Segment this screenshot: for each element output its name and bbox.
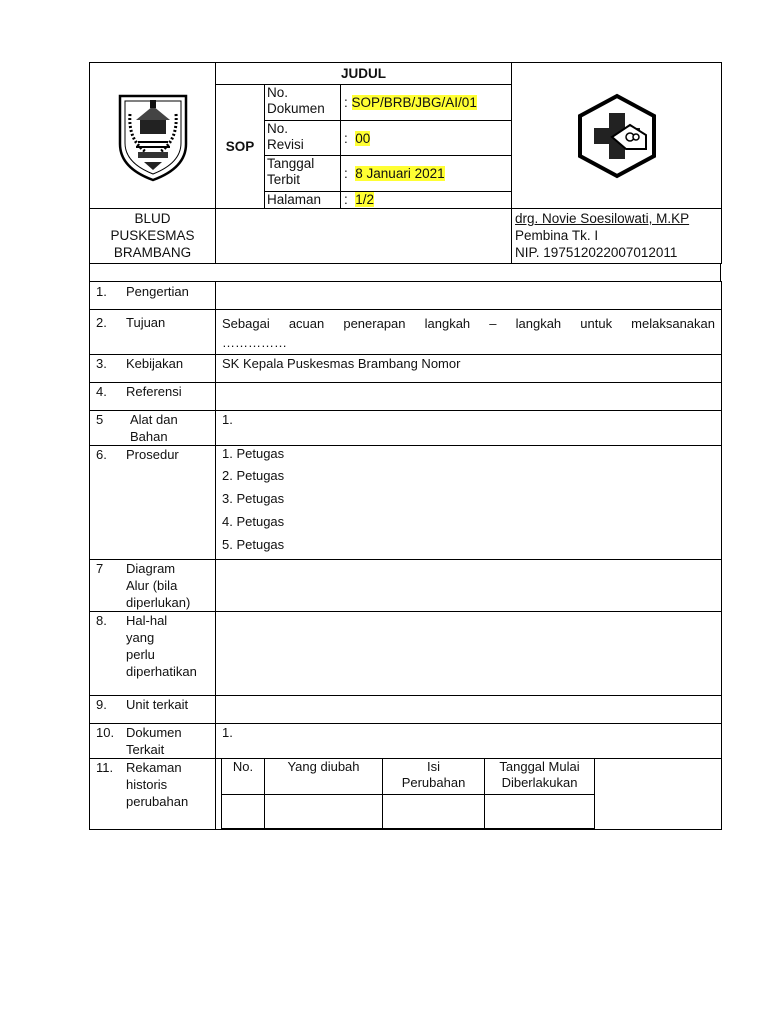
spacer-table [89,263,721,282]
document-number: SOP/BRB/JBG/AI/01 [351,95,477,110]
field-value-halaman: : 1/2 [341,192,512,209]
table-cell [265,794,383,828]
row-dokumen-terkait: 10. Dokumen Terkait 1. [90,724,722,759]
organization-name: BLUD PUSKESMAS BRAMBANG [90,209,216,264]
signer-name: drg. Novie Soesilowati, M.KP [515,211,690,226]
history-table [221,759,595,829]
row-alat-bahan: 5 Alat dan Bahan 1. [90,411,722,446]
row-prosedur: 6. Prosedur 1. Petugas 2. Petugas 3. Petugas 4. Petugas 5. Petugas [90,446,722,560]
field-label-halaman: Halaman [265,192,341,209]
sop-header-table [89,62,722,264]
row-tujuan: 2. Tujuan Sebagai acuan penerapan langkah – langkah untuk melaksanakan …………… [90,310,722,355]
signer-block [512,209,722,264]
history-header-yang-diubah: Yang diubah [265,759,383,794]
row-referensi: 4. Referensi [90,383,722,411]
row-diagram-alur: 7 Diagram Alur (bila diperlukan) [90,560,722,612]
regency-emblem-icon [116,90,190,182]
kebijakan-text: SK Kepala Puskesmas Brambang Nomor [216,355,722,383]
history-header-isi-perubahan: Isi Perubahan [383,759,485,794]
row-pengertian: 1. Pengertian [90,282,722,310]
list-item: 5. Petugas [222,537,285,552]
regency-logo-cell [90,63,216,209]
table-row [222,794,595,828]
list-item: 1. Petugas [222,446,285,461]
sop-body-table [89,281,722,830]
revision-number: 00 [355,130,371,146]
row-hal-hal: 8. Hal-hal yang perlu diperhatikan [90,612,722,696]
empty-header-cell [216,209,512,264]
row-kebijakan: 3. Kebijakan SK Kepala Puskesmas Brambang Nomor [90,355,722,383]
history-header-no: No. [222,759,265,794]
issue-date: 8 Januari 2021 [355,166,445,181]
health-logo-cell [512,63,722,209]
sop-label: SOP [216,85,265,209]
list-item: 4. Petugas [222,514,285,529]
tujuan-text: Sebagai acuan penerapan langkah – langkah untuk melaksanakan [222,316,715,331]
field-value-dokumen: : SOP/BRB/JBG/AI/01 [341,85,512,121]
table-cell [383,794,485,828]
sop-document [89,62,721,830]
signer-nip: NIP. 197512022007012011 [515,245,678,260]
page-number: 1/2 [355,192,375,207]
document-title: JUDUL [216,63,512,85]
puskesmas-logo-icon [574,93,660,179]
row-unit-terkait: 9. Unit terkait [90,696,722,724]
prosedur-list [216,446,722,560]
field-label-revisi: No. Revisi [265,121,341,156]
list-item: 2. Petugas [222,468,285,483]
field-label-dokumen: No. Dokumen [265,85,341,121]
field-value-tanggal: : 8 Januari 2021 [341,156,512,192]
spacer-row [90,264,721,282]
signer-rank: Pembina Tk. I [515,228,599,243]
table-cell [222,794,265,828]
table-cell [485,794,595,828]
history-header-tanggal: Tanggal Mulai Diberlakukan [485,759,595,794]
field-value-revisi: : 00 [341,121,512,156]
row-rekaman-historis: 11. Rekaman historis perubahan No. Yang diubah Isi Perubahan Tanggal Mulai Diberlakukan [90,759,722,830]
history-table-cell [216,759,722,830]
list-item: 3. Petugas [222,491,285,506]
field-label-tanggal: Tanggal Terbit [265,156,341,192]
